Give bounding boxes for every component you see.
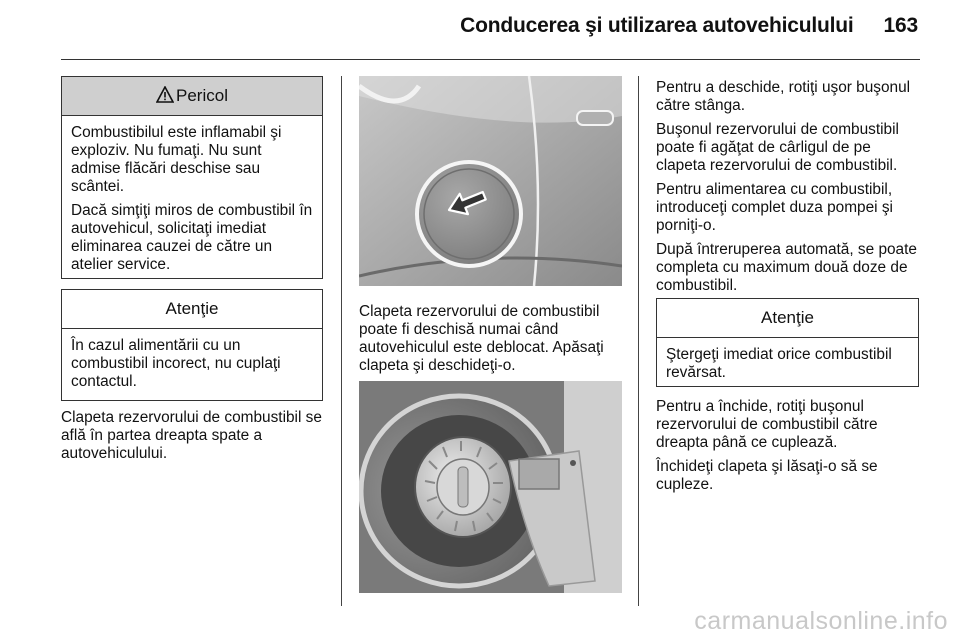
danger-box-header	[62, 77, 322, 116]
caution-box-body	[657, 338, 918, 394]
body-paragraph: Pentru alimentarea cu combustibil, introduceţi complet duza pompei şi porniţi-o.	[656, 181, 893, 234]
caution-text: Ştergeţi imediat orice combustibil revărsat.	[666, 346, 892, 381]
danger-title: Pericol	[176, 86, 228, 105]
body-paragraph: Buşonul rezervorului de combustibil poate fi agăţat de cârligul de pe clapeta rezervorului de combustibil.	[656, 121, 899, 174]
body-paragraph: Închideţi clapeta şi lăsaţi-o să se cupleze.	[656, 458, 878, 493]
danger-paragraph: Combustibilul este inflamabil şi exploziv. Nu fumaţi. Nu sunt admise flăcări deschise sau scântei.	[71, 124, 282, 195]
danger-box-body	[62, 116, 322, 286]
caption-paragraph: Clapeta rezervorului de combustibil poate fi deschisă numai când autovehiculul este deblocat. Apăsaţi clapeta şi deschideţi-o.	[359, 303, 604, 374]
figure-fuel-flap-open	[359, 381, 622, 593]
body-paragraph: Clapeta rezervorului de combustibil se află în partea dreapta spate a autovehiculului.	[61, 409, 322, 462]
caution-box-left	[61, 289, 323, 401]
caution-box-header: Atenţie	[657, 299, 918, 338]
danger-paragraph: Dacă simţiţi miros de combustibil în autovehicul, solicitaţi imediat eliminarea cauzei de către un atelier service.	[71, 202, 313, 273]
right-text-top	[656, 79, 922, 301]
caution-box-header: Atenţie	[62, 290, 322, 329]
right-text-bottom	[656, 398, 922, 500]
page-number: 163	[883, 14, 918, 37]
page-header	[460, 14, 918, 38]
body-paragraph: Pentru a deschide, rotiţi uşor buşonul către stânga.	[656, 79, 911, 114]
column-divider-1	[341, 76, 342, 606]
caution-box-right	[656, 298, 919, 387]
body-paragraph: După întreruperea automată, se poate completa cu maximum două doze de combustibil.	[656, 241, 917, 294]
danger-box	[61, 76, 323, 279]
header-rule	[61, 59, 920, 60]
middle-caption	[359, 303, 624, 381]
warning-triangle-icon	[156, 79, 174, 117]
caution-text: În cazul alimentării cu un combustibil incorect, nu cuplaţi contactul.	[71, 337, 281, 390]
watermark: carmanualsonline.info	[694, 607, 948, 635]
body-paragraph: Pentru a închide, rotiţi buşonul rezervorului de combustibil către dreapta până ce cuplează.	[656, 398, 878, 451]
figure-fuel-flap-closed	[359, 76, 622, 286]
chapter-title: Conducerea şi utilizarea autovehiculului	[460, 14, 854, 37]
column-divider-2	[638, 76, 639, 606]
left-body-text	[61, 409, 323, 469]
caution-box-body	[62, 329, 322, 403]
